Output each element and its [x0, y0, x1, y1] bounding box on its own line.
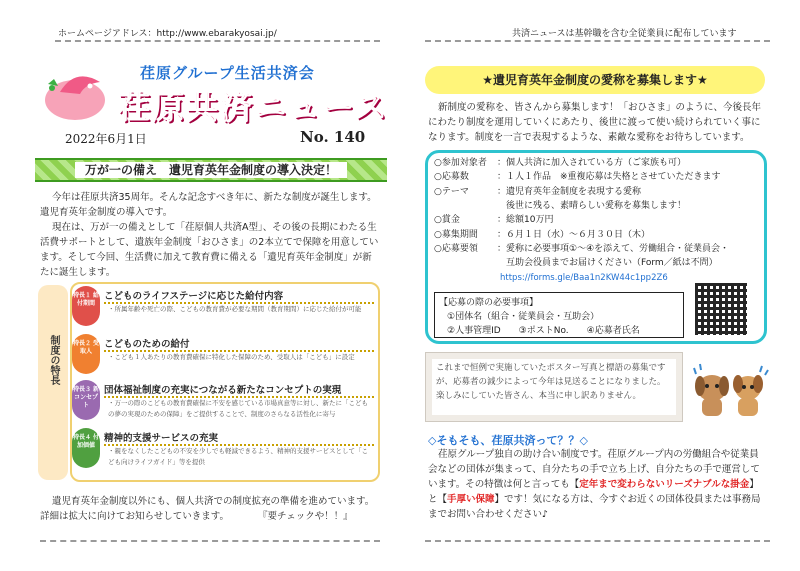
header-divider-right — [425, 40, 770, 42]
required-items-2-4: ②人事管理ID ③ポストNo. ④応募者氏名 — [447, 326, 640, 336]
qr-code[interactable] — [695, 283, 747, 335]
entry-row-value: 互助会役員までお届けください（Form／紙は不問） — [497, 258, 718, 269]
entry-row-label: ○応募数 — [434, 172, 469, 183]
entry-row-label: ○賞金 — [434, 215, 460, 226]
entry-row-value: ：６月１日（水）～６月３０日（木） — [497, 229, 651, 240]
entry-row-label: ○応募要領 — [434, 243, 478, 254]
issue-number: No. 140 — [300, 128, 366, 146]
entry-row-value: ：１人１作品 ※重複応募は失格とさせていただきます — [497, 172, 721, 183]
article2-intro: 新制度の愛称を、皆さんから募集します！「おひさま」のように、今後長年にわたり制度を運用していくにあたり、後世に渡って使い続けられていく事になります。制度を一言で表現するような、素敵な愛称をお待ちしています。 — [428, 102, 762, 143]
required-items-title: 【応募の際の必要事項】 — [439, 298, 539, 308]
header-divider-left — [55, 40, 380, 42]
entry-row-value: 後世に残る、素晴らしい愛称を募集します！ — [497, 200, 687, 211]
closing-line-2: 詳細は拡大に向けてお知らせしていきます。 — [40, 511, 229, 522]
entry-row-label: ○募集期間 — [434, 229, 478, 240]
feature-badge: 特長１ 給付期間 — [72, 286, 100, 326]
feature-badge: 特長２ 受取人 — [72, 334, 100, 374]
article1-paragraph-1: 今年は荏原共済35周年。そんな記念すべき年に、新たな制度が誕生します。遺児育英年金制度の導入です。 — [40, 192, 377, 218]
entry-row-value: ：愛称に必要事項①～④を添えて、労働組合・従業員会・ — [497, 243, 729, 254]
entry-row-value: ：遺児育英年金制度を表現する愛称 — [497, 186, 642, 197]
features-side-column — [38, 285, 68, 480]
feature-title: こどものための給付 — [104, 336, 374, 352]
feature-description: ・所属年齢や死亡の際、こどもの教育費が必要な期間（教育期間）に応じた給付が可能 — [108, 305, 362, 313]
required-item-1: ①団体名（組合・従業員会・互助会） — [447, 312, 600, 322]
article1-headline-banner — [35, 158, 387, 182]
about-title: ◇そもそも、荏原共済って？？◇ — [428, 434, 588, 447]
footer-divider-right — [425, 540, 770, 542]
crying-dogs-illustration — [690, 360, 770, 422]
notice-text: これまで恒例で実施していたポスター写真と標語の募集ですが、応募者の減少によって今年は見送ることになりました。楽しみにしていた皆さん、本当に申し訳ありません。 — [436, 363, 666, 401]
features-side-label: 制度の特長 — [48, 335, 59, 385]
required-items-box — [434, 292, 684, 338]
entry-row-value: ：個人共済に加入されている方（ご家族も可） — [497, 158, 687, 168]
feature-title: こどものライフステージに応じた給付内容 — [104, 288, 374, 304]
closing-line-3: 『要チェックや！！』 — [258, 511, 353, 522]
entry-row-label: ○テーマ — [434, 186, 469, 197]
feature-title: 団体福祉制度の充実につながる新たなコンセプトの実現 — [104, 382, 374, 398]
entry-row-label: ○参加対象者 — [434, 158, 487, 168]
masthead-subtitle: 荏原グループ生活共済会 — [140, 64, 315, 82]
feature-title: 精神的支援サービスの充実 — [104, 430, 374, 446]
feature-description: ・親をなくしたこどもの不安を少しでも軽減できるよう、精神的支援サービスとして「こども向けライフガイド」等を提供 — [108, 447, 368, 466]
issue-date: 2022年6月1日 — [65, 132, 147, 146]
article1-headline: 万が一の備え 遺児育英年金制度の導入決定！ — [75, 162, 347, 178]
article1-paragraph-2: 現在は、万が一の備えとして「荏原個人共済A型」、その後の長期にわたる生活費サポートとして、遺族年金制度「おひさま」の2本立てで保障を用意しています。そして今回、生活費に加えて教育費に備える「遺児育英年金制度」が新たに誕生します。 — [40, 222, 379, 278]
feature-description: ・万一の際のこどもの教育費確保に不安を感じている市場真意等に対し、新たに「こどもの夢の実現のための保障」をご提供することで、制度のさらなる活性化に寄与 — [108, 399, 368, 418]
footer-divider-left — [40, 540, 380, 542]
bird-logo — [40, 62, 110, 124]
article2-headline: ★遺児育英年金制度の愛称を募集します★ — [425, 66, 765, 94]
form-url-link[interactable]: https://forms.gle/Baa1n2KW44c1pp2Z6 — [500, 273, 668, 283]
entry-row-value: ：総額10万円 — [497, 215, 554, 226]
distribution-note: 共済ニュースは基幹職を含む全従業員に配布しています — [512, 29, 737, 39]
homepage-address: ホームページアドレス：http://www.ebarakyosai.jp/ — [58, 29, 277, 39]
closing-line-1: 遺児育英年金制度以外にも、個人共済での制度拡充の準備を進めています。 — [52, 496, 375, 507]
notice-box — [425, 352, 683, 422]
feature-badge: 特長４ 付加価値 — [72, 428, 100, 468]
masthead-title: 荏原共済ニュース — [118, 88, 389, 126]
about-body: 荏原グループ独自の助け合い制度です。荏原グループ内の労働組合や従業員会などの団体が集まって、自分たちの手で立ち上げ、自分たちの手で運営しています。その特徴は何と言っても【定年まで変わらないリーズナブルな掛金】と【手厚い保障】です！気になる方は、今すぐお近くの団体役員または事務局までお問い合わせください♪ — [428, 449, 761, 520]
feature-badge: 特長３ 新コンセプト — [72, 380, 100, 420]
feature-description: ・こども１人あたりの教育費確保に特化した保障のため、受取人は「こども」に設定 — [108, 353, 355, 361]
